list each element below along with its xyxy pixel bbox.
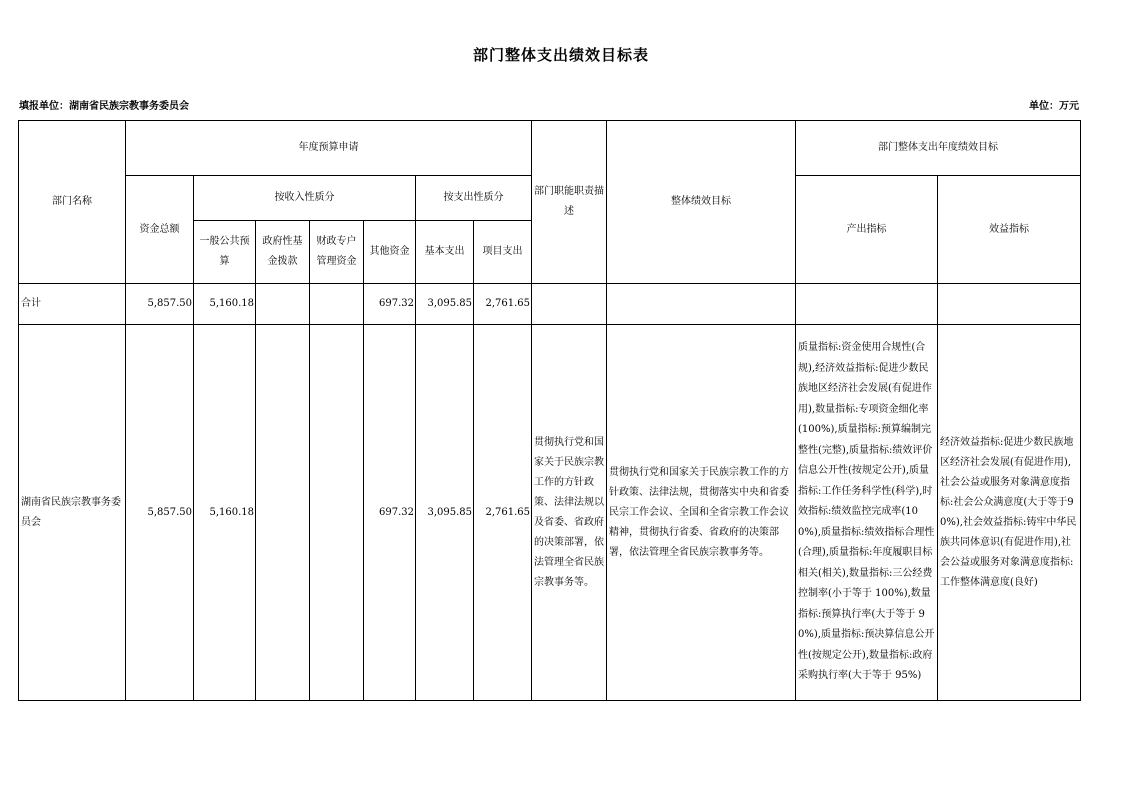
row-gov-fund: [256, 284, 310, 325]
row-benefit: 经济效益指标:促进少数民族地区经济社会发展(有促进作用),社会公益或服务对象满意度指标:社会公众满意度(大于等于90%),社会效益指标:铸牢中华民族共同体意识(有促进作用),社会公益或服务对象满意度指标:工作整体满意度(良好): [938, 325, 1081, 701]
header-fiscal-special: 财政专户管理资金: [310, 221, 364, 284]
header-output-indicator: 产出指标: [796, 176, 938, 284]
header-by-expense: 按支出性质分: [416, 176, 532, 221]
row-output: 质量指标:资金使用合规性(合规),经济效益指标:促进少数民族地区经济社会发展(有促进作用),数量指标:专项资金细化率(100%),质量指标:预算编制完整性(完整),质量指标:绩效评价信息公开性(按规定公开),质量指标:工作任务科学性(科学),时效指标:绩效监控完成率(100%),质量指标:绩效指标合理性(合理),质量指标:年度履职目标相关(相关),数量指标:三公经费控制率(小于等于 100%),数量指标:预算执行率(大于等于 90%),质量指标:预决算信息公开性(按规定公开),数量指标:政府采购执行率(大于等于 95%): [796, 325, 938, 701]
page-title: 部门整体支出绩效目标表: [472, 46, 649, 64]
header-annual-budget: 年度预算申请: [126, 121, 532, 176]
header-gov-fund: 政府性基金拨款: [256, 221, 310, 284]
row-general: 5,160.18: [194, 284, 256, 325]
header-other-funds: 其他资金: [364, 221, 416, 284]
row-output: [796, 284, 938, 325]
header-benefit-indicator: 效益指标: [938, 176, 1081, 284]
row-general: 5,160.18: [194, 325, 256, 701]
header-dept-name: 部门名称: [19, 121, 126, 284]
row-benefit: [938, 284, 1081, 325]
header-annual-goal: 部门整体支出年度绩效目标: [796, 121, 1081, 176]
row-gov-fund: [256, 325, 310, 701]
header-total-funds: 资金总额: [126, 176, 194, 284]
header-general-budget: 一般公共预算: [194, 221, 256, 284]
header-project-expense: 项目支出: [474, 221, 532, 284]
currency-unit: 单位：万元: [1029, 101, 1079, 112]
row-basic: 3,095.85: [416, 325, 474, 701]
row-fiscal-special: [310, 325, 364, 701]
row-name: 合计: [19, 284, 126, 325]
row-basic: 3,095.85: [416, 284, 474, 325]
row-total: 5,857.50: [126, 284, 194, 325]
header-overall-goal: 整体绩效目标: [607, 121, 796, 284]
row-other: 697.32: [364, 284, 416, 325]
filling-unit: 填报单位：湖南省民族宗教事务委员会: [19, 101, 189, 112]
table-row: [19, 284, 1081, 325]
row-goal: [607, 284, 796, 325]
row-name: 湖南省民族宗教事务委员会: [19, 325, 126, 701]
row-other: 697.32: [364, 325, 416, 701]
header-basic-expense: 基本支出: [416, 221, 474, 284]
row-function: [532, 284, 607, 325]
row-goal: 贯彻执行党和国家关于民族宗教工作的方针政策、法律法规，贯彻落实中央和省委民宗工作会议、全国和全省宗教工作会议精神，贯彻执行省委、省政府的决策部署，依法管理全省民族宗教事务等。: [607, 325, 796, 701]
row-function: 贯彻执行党和国家关于民族宗教工作的方针政策、法律法规以及省委、省政府的决策部署，依法管理全省民族宗教事务等。: [532, 325, 607, 701]
table-row: [19, 325, 1081, 701]
performance-table: [18, 120, 1081, 701]
header-dept-function: 部门职能职责描述: [532, 121, 607, 284]
header-by-income: 按收入性质分: [194, 176, 416, 221]
row-project: 2,761.65: [474, 325, 532, 701]
row-fiscal-special: [310, 284, 364, 325]
row-project: 2,761.65: [474, 284, 532, 325]
row-total: 5,857.50: [126, 325, 194, 701]
